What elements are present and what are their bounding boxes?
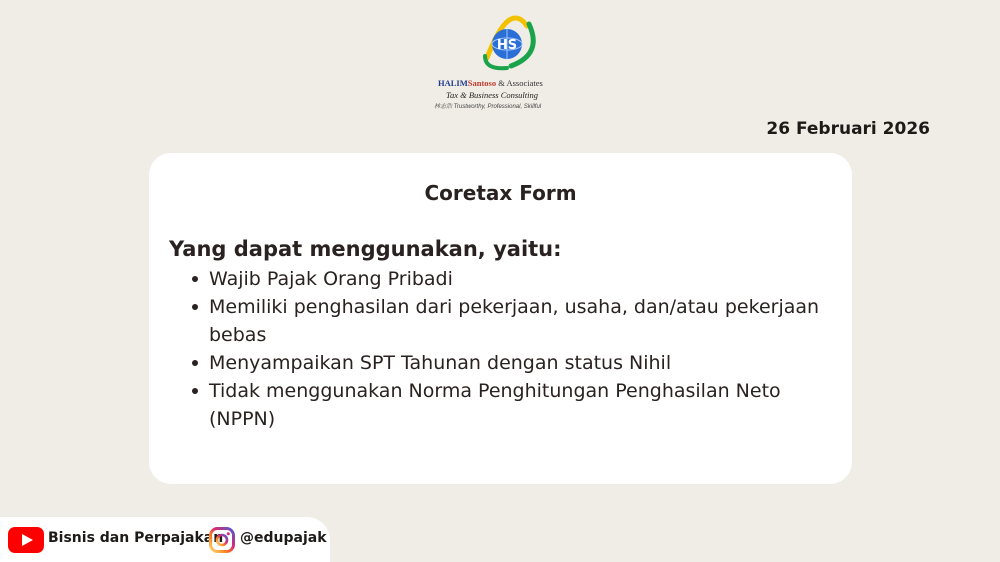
logo-motto: 林志浩 Trustworthy, Professional, Skillful — [434, 104, 542, 110]
logo-tagline: Tax & Business Consulting — [446, 90, 539, 100]
card-title: Coretax Form — [424, 181, 577, 205]
content-card — [149, 153, 852, 484]
youtube-channel-link[interactable]: Bisnis dan Perpajakan — [48, 530, 224, 546]
instagram-icon[interactable] — [209, 527, 235, 553]
card-heading: Yang dapat menggunakan, yaitu: — [169, 237, 562, 261]
date-label: 26 Februari 2026 — [766, 119, 930, 139]
logo-initials: HS — [496, 38, 518, 53]
logo-emblem-icon — [477, 6, 541, 76]
instagram-handle-link[interactable]: @edupajak — [240, 530, 327, 546]
list-item: Tidak menggunakan Norma Penghitungan Penghasilan Neto (NPPN) — [169, 377, 829, 433]
youtube-icon[interactable] — [8, 527, 44, 553]
company-logo — [432, 6, 572, 108]
logo-firm-name: HALIMSantoso & Associates — [438, 78, 543, 88]
bullet-list — [169, 265, 829, 433]
social-footer — [0, 517, 330, 562]
list-item: Menyampaikan SPT Tahunan dengan status Nihil — [169, 349, 829, 377]
list-item: Wajib Pajak Orang Pribadi — [169, 265, 829, 293]
list-item: Memiliki penghasilan dari pekerjaan, usaha, dan/atau pekerjaan bebas — [169, 293, 829, 349]
